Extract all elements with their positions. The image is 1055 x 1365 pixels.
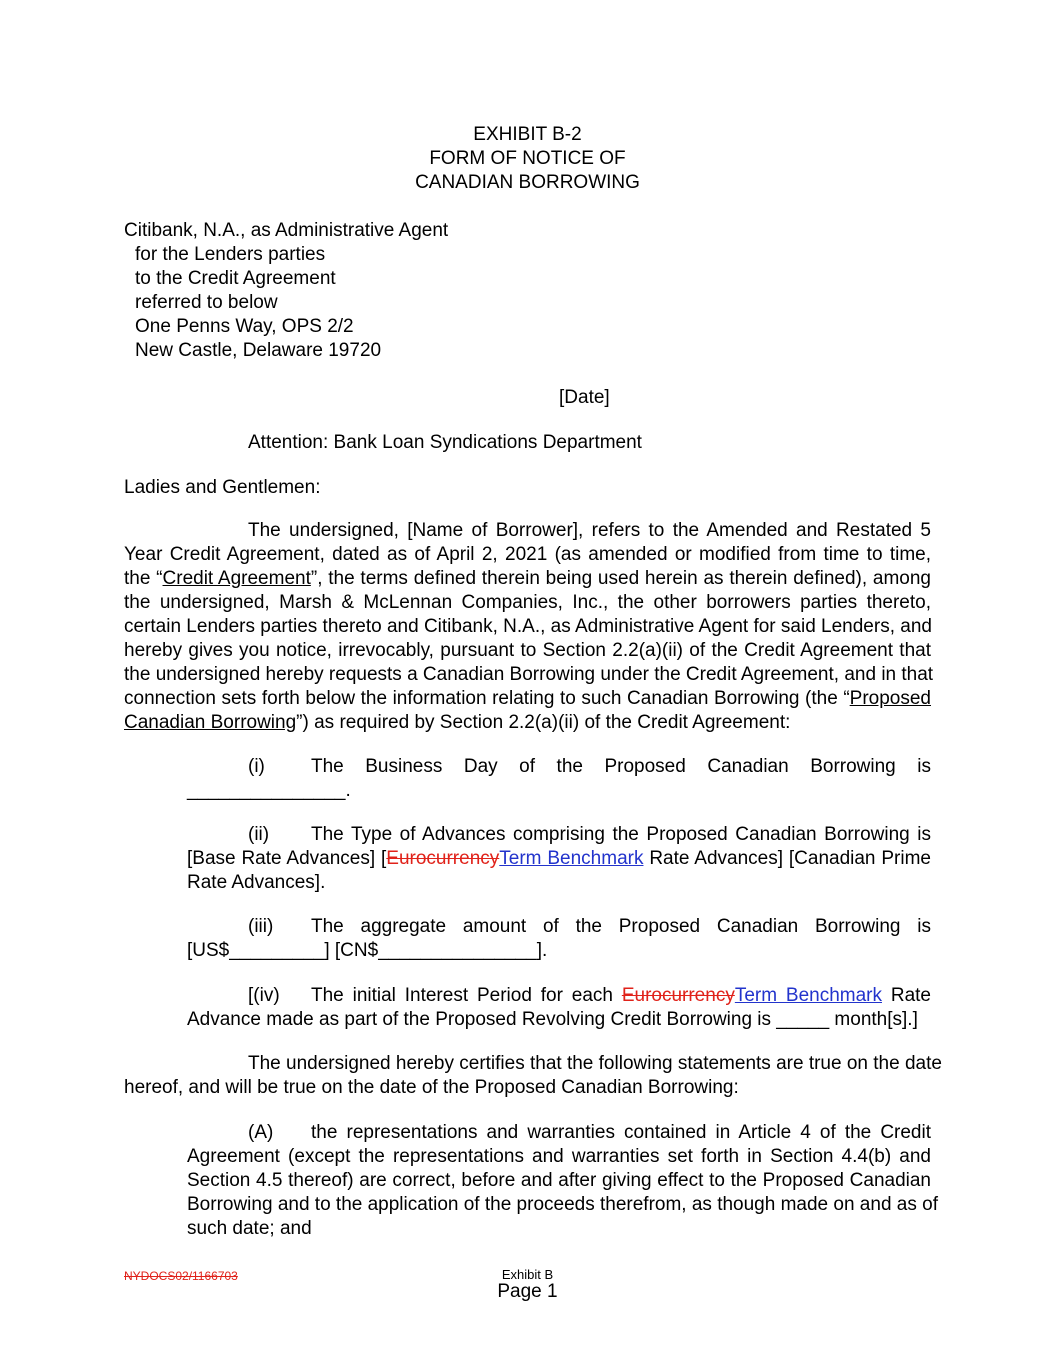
exhibit-heading: EXHIBIT B-2 xyxy=(473,124,582,145)
intro-last-line xyxy=(124,711,790,735)
inserted-text: Term Benchmark xyxy=(499,848,644,869)
footer-doc-code: NYDOCS02/1166703 xyxy=(124,1269,238,1283)
item-iii-line: The aggregate amount of the Proposed Canadian Borrowing is xyxy=(311,916,931,937)
item-iv-text xyxy=(311,984,931,1008)
inserted-text: Term Benchmark xyxy=(734,985,882,1006)
item-iv-text-part: The initial Interest Period for each xyxy=(311,985,622,1006)
footer-exhibit: Exhibit B xyxy=(501,1267,554,1282)
item-i-blank: _______________. xyxy=(187,780,351,801)
intro-text: ”, the terms defined therein being used herein as therein defined), among xyxy=(310,568,931,589)
item-a-line-5: such date; and xyxy=(187,1218,312,1239)
item-i-number: (i) xyxy=(248,756,265,777)
item-iv-line xyxy=(311,984,931,1008)
form-title-line2: CANADIAN BORROWING xyxy=(415,172,640,193)
item-ii-line xyxy=(187,847,931,871)
certify-line-2: hereof, and will be true on the date of the Proposed Canadian Borrowing: xyxy=(124,1077,739,1098)
item-ii-number: (ii) xyxy=(248,824,270,845)
intro-line: Year Credit Agreement, dated as of April 2, 2021 (as amended or modified from time to time, xyxy=(124,544,931,565)
intro-line: the undersigned hereby requests a Canadian Borrowing under the Credit Agreement, and in that xyxy=(124,664,934,685)
address-line: for the Lenders parties xyxy=(135,244,326,265)
address-line: Citibank, N.A., as Administrative Agent xyxy=(124,220,449,241)
defined-term-canadian-borrowing: Canadian Borrowing xyxy=(124,712,297,733)
item-ii-text-cont xyxy=(187,847,931,871)
item-iii-amounts: [US$_________] [CN$_______________]. xyxy=(187,940,548,961)
item-iii-text xyxy=(311,915,931,939)
item-i-text xyxy=(311,755,931,779)
item-iv-number: [(iv) xyxy=(248,985,280,1006)
deleted-text: Eurocurrency xyxy=(621,985,735,1006)
certify-paragraph xyxy=(124,1052,942,1076)
intro-line: hereby gives you notice, irrevocably, pursuant to Section 2.2(a)(ii) of the Credit Agreement that xyxy=(124,640,931,661)
item-ii-text-part: [Base Rate Advances] [ xyxy=(187,848,387,869)
intro-line: The undersigned, [Name of Borrower], refers to the Amended and Restated 5 xyxy=(248,520,931,541)
item-a-line: Section 4.5 thereof) are correct, before and after giving effect to the Proposed Canadian xyxy=(187,1170,931,1191)
address-line: One Penns Way, OPS 2/2 xyxy=(135,316,354,337)
item-a-text-cont xyxy=(187,1145,938,1217)
item-ii-line-3: Rate Advances]. xyxy=(187,872,326,893)
item-i-line: The Business Day of the Proposed Canadian Borrowing is xyxy=(311,756,931,777)
salutation: Ladies and Gentlemen: xyxy=(124,477,321,498)
intro-text: connection sets forth below the information relating to such Canadian Borrowing (the “ xyxy=(124,688,850,709)
deleted-text: Eurocurrency xyxy=(386,848,500,869)
intro-line: the undersigned, Marsh & McLennan Companies, Inc., the other borrowers parties thereto, xyxy=(124,592,931,613)
item-ii-line: The Type of Advances comprising the Proposed Canadian Borrowing is xyxy=(311,824,931,845)
item-ii-text-part: Rate Advances] [Canadian Prime xyxy=(643,848,931,869)
attention-line: Attention: Bank Loan Syndications Department xyxy=(248,432,642,453)
intro-line xyxy=(124,687,931,711)
certify-line: The undersigned hereby certifies that the following statements are true on the date xyxy=(248,1053,942,1074)
intro-text: the “ xyxy=(124,568,163,589)
intro-text: ”) as required by Section 2.2(a)(ii) of the Credit Agreement: xyxy=(296,712,791,733)
address-line: to the Credit Agreement xyxy=(135,268,336,289)
item-iv-line-2: Advance made as part of the Proposed Revolving Credit Borrowing is _____ month[s].] xyxy=(187,1009,918,1030)
item-iv-text-part: Rate xyxy=(882,985,931,1006)
form-title-line1: FORM OF NOTICE OF xyxy=(429,148,626,169)
defined-term-proposed: Proposed xyxy=(849,688,931,709)
defined-term-credit-agreement: Credit Agreement xyxy=(162,568,311,589)
intro-paragraph xyxy=(124,519,934,711)
item-a-line: the representations and warranties contained in Article 4 of the Credit xyxy=(311,1122,931,1143)
item-a-text xyxy=(311,1121,931,1145)
date-placeholder: [Date] xyxy=(559,387,610,408)
item-a-line: Agreement (except the representations and warranties set forth in Section 4.4(b) and xyxy=(187,1146,931,1167)
item-iii-number: (iii) xyxy=(248,916,274,937)
item-a-line: Borrowing and to the application of the proceeds therefrom, as though made on and as of xyxy=(187,1194,938,1215)
address-line: New Castle, Delaware 19720 xyxy=(135,340,382,361)
footer-page-number: Page 1 xyxy=(497,1281,558,1302)
address-line: referred to below xyxy=(135,292,278,313)
item-a-number: (A) xyxy=(248,1122,274,1143)
intro-line xyxy=(124,567,931,591)
intro-line: certain Lenders parties thereto and Citibank, N.A., as Administrative Agent for said Lenders, and xyxy=(124,616,932,637)
item-ii-text xyxy=(311,823,931,847)
